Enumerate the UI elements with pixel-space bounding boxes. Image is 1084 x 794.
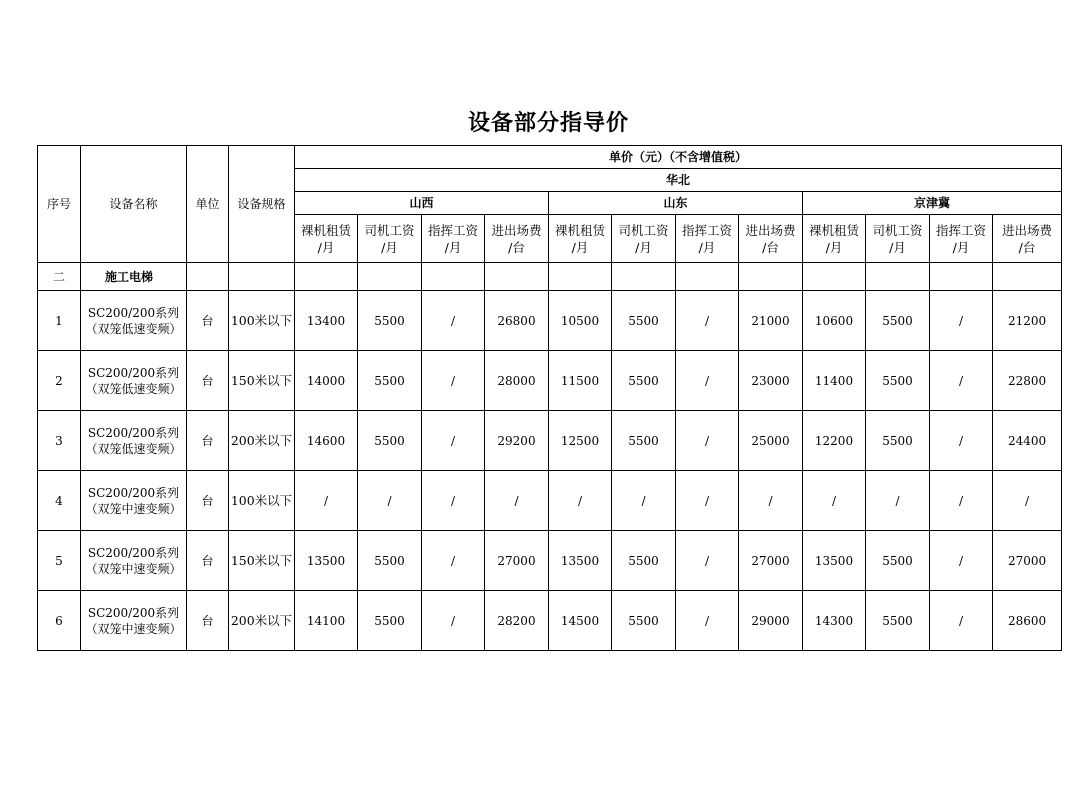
- price-cell: 12500: [549, 411, 612, 471]
- price-cell: 5500: [612, 591, 676, 651]
- price-cell: 10500: [549, 291, 612, 351]
- price-cell: 25000: [739, 411, 803, 471]
- header-province: 山西: [295, 192, 549, 215]
- row-device-name: SC200/200系列（双笼低速变频）: [81, 291, 187, 351]
- price-cell: 13500: [549, 531, 612, 591]
- empty-cell: [676, 263, 739, 291]
- price-cell: 5500: [612, 291, 676, 351]
- header-subcolumn-line2: /月: [889, 239, 906, 255]
- price-cell: 13500: [803, 531, 866, 591]
- header-province: 京津冀: [803, 192, 1062, 215]
- header-spec: 设备规格: [229, 146, 295, 263]
- row-spec: 150米以下: [229, 531, 295, 591]
- row-unit: 台: [187, 471, 229, 531]
- empty-cell: [187, 263, 229, 291]
- price-cell: /: [358, 471, 422, 531]
- price-cell: 28000: [485, 351, 549, 411]
- row-device-name: SC200/200系列（双笼低速变频）: [81, 411, 187, 471]
- price-cell: 14500: [549, 591, 612, 651]
- price-cell: 28200: [485, 591, 549, 651]
- price-cell: /: [422, 411, 485, 471]
- header-unit: 单位: [187, 146, 229, 263]
- header-subcolumn: [422, 215, 485, 263]
- price-cell: /: [422, 291, 485, 351]
- row-unit: 台: [187, 291, 229, 351]
- header-subcolumn-line2: /月: [444, 239, 462, 255]
- price-cell: 27000: [993, 531, 1062, 591]
- header-subcolumn-line1: 指挥工资: [427, 222, 478, 238]
- header-subcolumn-line1: 司机工资: [618, 222, 669, 238]
- price-cell: /: [676, 471, 739, 531]
- price-cell: /: [930, 291, 993, 351]
- header-subcolumn-line2: /月: [635, 239, 652, 255]
- header-name: 设备名称: [81, 146, 187, 263]
- price-cell: /: [485, 471, 549, 531]
- price-cell: 29000: [739, 591, 803, 651]
- price-cell: 12200: [803, 411, 866, 471]
- price-cell: 5500: [358, 411, 422, 471]
- price-cell: 24400: [993, 411, 1062, 471]
- price-cell: 14000: [295, 351, 358, 411]
- header-subcolumn: [549, 215, 612, 263]
- header-subcolumn: [676, 215, 739, 263]
- row-spec: 100米以下: [229, 471, 295, 531]
- row-unit: 台: [187, 351, 229, 411]
- price-cell: 23000: [739, 351, 803, 411]
- empty-cell: [739, 263, 803, 291]
- row-seq: 5: [38, 531, 81, 591]
- price-cell: 14100: [295, 591, 358, 651]
- header-price-group: 单价（元）（不含增值税）: [295, 146, 1062, 169]
- row-seq: 4: [38, 471, 81, 531]
- header-subcolumn: [803, 215, 866, 263]
- header-subcolumn-line1: 进出场费: [745, 222, 796, 238]
- price-cell: 22800: [993, 351, 1062, 411]
- row-spec: 200米以下: [229, 591, 295, 651]
- header-subcolumn-line1: 裸机租赁: [808, 222, 859, 238]
- table-row: [38, 471, 1062, 531]
- price-cell: 5500: [358, 591, 422, 651]
- price-cell: /: [930, 351, 993, 411]
- price-cell: 27000: [485, 531, 549, 591]
- table-row: [38, 531, 1062, 591]
- price-cell: 21000: [739, 291, 803, 351]
- row-device-name: SC200/200系列（双笼中速变频）: [81, 471, 187, 531]
- price-table: [37, 145, 1062, 651]
- price-cell: 5500: [866, 531, 930, 591]
- price-cell: /: [549, 471, 612, 531]
- price-cell: 5500: [358, 531, 422, 591]
- header-subcolumn: [612, 215, 676, 263]
- price-cell: 5500: [358, 291, 422, 351]
- price-cell: /: [930, 591, 993, 651]
- header-subcolumn: [930, 215, 993, 263]
- price-cell: 5500: [866, 591, 930, 651]
- header-subcolumn: [358, 215, 422, 263]
- header-subcolumn-line1: 指挥工资: [935, 222, 986, 238]
- header-subcolumn-line2: /月: [381, 239, 398, 255]
- header-subcolumn-line1: 进出场费: [491, 222, 542, 238]
- price-cell: 28600: [993, 591, 1062, 651]
- price-cell: /: [422, 351, 485, 411]
- price-cell: 10600: [803, 291, 866, 351]
- price-cell: 29200: [485, 411, 549, 471]
- section-name: 施工电梯: [81, 263, 187, 291]
- price-cell: 5500: [612, 531, 676, 591]
- table-row: [38, 291, 1062, 351]
- price-cell: 5500: [612, 411, 676, 471]
- header-subcolumn-line1: 指挥工资: [681, 222, 732, 238]
- header-seq: 序号: [38, 146, 81, 263]
- empty-cell: [422, 263, 485, 291]
- row-device-name: SC200/200系列（双笼低速变频）: [81, 351, 187, 411]
- price-cell: /: [930, 471, 993, 531]
- row-unit: 台: [187, 411, 229, 471]
- row-seq: 1: [38, 291, 81, 351]
- price-cell: 5500: [866, 291, 930, 351]
- row-seq: 2: [38, 351, 81, 411]
- empty-cell: [358, 263, 422, 291]
- price-cell: /: [739, 471, 803, 531]
- row-spec: 100米以下: [229, 291, 295, 351]
- price-cell: /: [295, 471, 358, 531]
- price-cell: 11500: [549, 351, 612, 411]
- empty-cell: [295, 263, 358, 291]
- header-province: 山东: [549, 192, 803, 215]
- price-cell: 5500: [866, 411, 930, 471]
- row-unit: 台: [187, 531, 229, 591]
- price-cell: /: [422, 471, 485, 531]
- price-cell: /: [676, 591, 739, 651]
- header-subcolumn-line1: 进出场费: [1002, 222, 1053, 238]
- price-cell: /: [676, 531, 739, 591]
- empty-cell: [866, 263, 930, 291]
- header-region: 华北: [295, 169, 1062, 192]
- price-cell: 21200: [993, 291, 1062, 351]
- row-seq: 6: [38, 591, 81, 651]
- price-cell: 5500: [358, 351, 422, 411]
- row-device-name: SC200/200系列（双笼中速变频）: [81, 531, 187, 591]
- header-subcolumn: [739, 215, 803, 263]
- empty-cell: [485, 263, 549, 291]
- empty-cell: [549, 263, 612, 291]
- price-cell: /: [993, 471, 1062, 531]
- price-cell: 5500: [866, 351, 930, 411]
- table-row: [38, 351, 1062, 411]
- price-cell: 13400: [295, 291, 358, 351]
- empty-cell: [612, 263, 676, 291]
- empty-cell: [803, 263, 866, 291]
- header-subcolumn-line2: /台: [762, 239, 779, 255]
- table-row: [38, 411, 1062, 471]
- price-cell: 14300: [803, 591, 866, 651]
- header-subcolumn-line2: /台: [508, 239, 525, 255]
- empty-cell: [930, 263, 993, 291]
- price-cell: 5500: [612, 351, 676, 411]
- header-subcolumn-line1: 司机工资: [364, 222, 415, 238]
- row-spec: 200米以下: [229, 411, 295, 471]
- price-cell: /: [422, 531, 485, 591]
- header-subcolumn-line1: 裸机租赁: [554, 222, 605, 238]
- section-seq: 二: [38, 263, 81, 291]
- page-title: 设备部分指导价: [467, 111, 629, 136]
- header-subcolumn: [485, 215, 549, 263]
- header-subcolumn: [295, 215, 358, 263]
- price-cell: /: [930, 411, 993, 471]
- table-row: [38, 591, 1062, 651]
- header-subcolumn: [993, 215, 1062, 263]
- empty-cell: [993, 263, 1062, 291]
- header-subcolumn-line2: /月: [571, 239, 589, 255]
- header-subcolumn: [866, 215, 930, 263]
- price-cell: /: [676, 351, 739, 411]
- price-cell: 11400: [803, 351, 866, 411]
- empty-cell: [229, 263, 295, 291]
- price-cell: 27000: [739, 531, 803, 591]
- row-spec: 150米以下: [229, 351, 295, 411]
- price-cell: /: [612, 471, 676, 531]
- price-cell: 14600: [295, 411, 358, 471]
- header-subcolumn-line2: /月: [825, 239, 843, 255]
- row-unit: 台: [187, 591, 229, 651]
- price-cell: /: [803, 471, 866, 531]
- price-cell: /: [676, 411, 739, 471]
- price-cell: 13500: [295, 531, 358, 591]
- header-subcolumn-line2: /月: [952, 239, 970, 255]
- row-device-name: SC200/200系列（双笼中速变频）: [81, 591, 187, 651]
- price-cell: /: [866, 471, 930, 531]
- row-seq: 3: [38, 411, 81, 471]
- price-cell: /: [422, 591, 485, 651]
- price-cell: 26800: [485, 291, 549, 351]
- price-cell: /: [676, 291, 739, 351]
- header-subcolumn-line1: 司机工资: [872, 222, 923, 238]
- header-subcolumn-line2: /月: [698, 239, 716, 255]
- header-subcolumn-line2: /月: [317, 239, 335, 255]
- header-subcolumn-line1: 裸机租赁: [300, 222, 351, 238]
- header-subcolumn-line2: /台: [1018, 239, 1036, 255]
- price-cell: /: [930, 531, 993, 591]
